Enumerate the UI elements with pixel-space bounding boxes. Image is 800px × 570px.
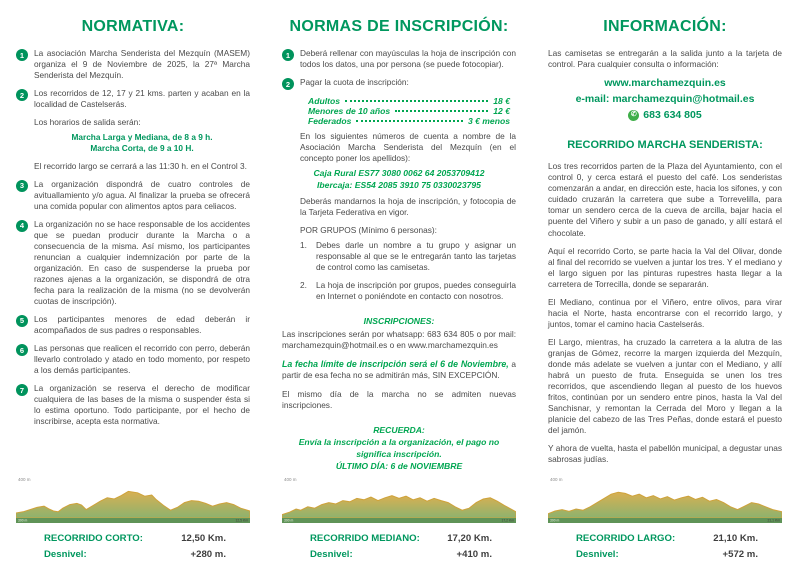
inscripcion-item-2 [282,77,516,90]
grupos-item-1 [300,240,516,273]
grupos-item-1-text: Debes darle un nombre a tu grupo y asignar un responsable al que se le entregarán tanto las tarjetas de control como las camisetas. [316,240,516,273]
footer-largo [548,477,782,562]
stats-largo [548,525,782,562]
elevation-chart-largo [548,477,782,525]
schedule-line-2: Marcha Corta, de 9 a 10 H. [90,143,194,154]
elevation-profile-mediano-svg [282,485,516,525]
number-badge-1: 1 [282,49,294,61]
recorrido-paragraph-5: Y ahora de vuelta, hasta el pabellón municipal, a degustar unas sabrosas judías. [548,443,782,465]
accounts-intro: En los siguientes números de cuenta a nombre de la Asociación Marcha Senderista del Mezquín (en el concepto poner los apellidos): [300,131,516,164]
grupos-item-2 [300,280,516,302]
fee-value: 18 € [493,96,510,107]
recuerda-title: RECUERDA: [373,425,425,436]
dotted-leader [345,100,488,102]
normativa-item-2 [16,88,250,110]
stats-corto [16,525,250,562]
normativa-item-1-text: La asociación Marcha Senderista del Mezquín (MASEM) organiza el 9 de Noviembre de 2025, la 27ª Marcha Senderista del Mezquín. [34,48,250,81]
route-value: 17,20 Km. [447,533,492,545]
inscripcion-item-1-text: Deberá rellenar con mayúsculas la hoja de inscripción con todos los datos, una por persona (se puede fotocopiar). [300,48,516,70]
normativa-item-5 [16,314,250,336]
fecha-limite [282,359,516,382]
number-badge-1: 1 [16,49,28,61]
normativa-item-2-text: Los recorridos de 12, 17 y 21 kms. parten y acaban en la localidad de Castelserás. [34,88,250,110]
inscripciones-text: Las inscripciones serán por whatsapp: 683 634 805 o por mail: marchamezquin@hotmail.es o en www.marchamezquin.es [282,328,516,350]
number-badge-4: 4 [16,220,28,232]
grupos-header: POR GRUPOS (Mínimo 6 personas): [300,225,437,236]
inscripcion-title: NORMAS DE INSCRIPCIÓN: [289,18,509,35]
normativa-item-3-text: La organización dispondrá de cuatro controles de avituallamiento y/o agua. Al finalizar la prueba se ofrecerá una comida popular con alimentos aptos para celiacos. [34,178,250,211]
normativa-item-5-text: Los participantes menores de edad deberán ir acompañados de sus padres o responsables. [34,313,250,335]
elevation-chart-corto [16,477,250,525]
federativa-note: Deberás mandarnos la hoja de inscripción, y fotocopia de la Tarjeta Federativa en vigor. [300,196,516,218]
svg-text:12,5 Km: 12,5 Km [235,518,249,524]
stats-mediano [282,525,516,562]
schedule-intro: Los horarios de salida serán: [34,117,141,128]
svg-text:21,1 Km: 21,1 Km [767,518,781,524]
recorrido-paragraph-4: El Largo, mientras, ha cruzado la carretera a la alutra de las granjas de Gómez, recorre la margen izquierda del Mezquín, donde más adelate se vuelven a juntar con el Mediano, y allí habrá un puesto de fruta. Enseguida se unen los tres recorridos, que ascendiendo llegan al puesto de los huevos fritos, continúan por un sendero entre pinos, hasta la Val del Sanchisnar, y remontan la Cerrada del Moro y llegan a la planicie del cabezo de las Tres Peñas, donde estará el puesto del jamón. [548,336,782,435]
svg-text:300 m: 300 m [17,518,28,524]
recuerda-deadline: ÚLTIMO DÍA: 6 de NOVIEMBRE [335,461,463,472]
schedule-note: El recorrido largo se cerrará a las 11:30 h. en el Control 3. [34,160,247,171]
recorrido-paragraph-3: El Mediano, continua por el Viñero, entre olivos, para virar hacia el Norte, hasta encontrarse con el recorrido largo, y juntos, tomar el camino hacia Castelserás. [548,296,782,329]
phone-number: 683 634 805 [643,108,702,121]
fee-row-menores [308,106,510,116]
desnivel-value: +572 m. [722,548,758,560]
normativa-item-4 [16,219,250,307]
fecha-limite-rest: a partir de esa fecha no se admitirán más, SIN EXCEPCIÓN. [282,358,516,381]
stats-row-distance [576,531,758,546]
normativa-item-7-text: La organización se reserva el derecho de modificar cualquiera de las bases de la misma o suspender ésta si lo estima oportuno. Todo participante, por el hecho de inscribirse, acepta esta normativa. [34,383,250,427]
informacion-title: INFORMACIÓN: [603,18,727,35]
footer-corto [16,477,250,562]
schedule-block [34,117,250,171]
schedule-line-1: Marcha Larga y Mediana, de 8 a 9 h. [71,132,213,143]
normativa-item-4-text: La organización no se hace responsable de los accidentes que se puedan producir durante la Marcha o a consecuencia de la misma. Así mismo, los participantes renuncian a cualquier indemnización por parte de la organización. En caso de suspenderse la prueba por razones ajenas a la organización, se dispondrá de otra fecha para la realización de la misma (no se devolverán cuotas de inscripción). [34,218,250,306]
bank-account-caja-rural: Caja Rural ES77 3080 0062 64 2053709412 [313,168,485,179]
fees-table [308,96,510,126]
dotted-leader [356,120,462,122]
normativa-item-1 [16,48,250,81]
elevation-profile-largo-svg [548,485,782,525]
route-label: RECORRIDO CORTO: [44,533,143,545]
fee-value: 12 € [493,106,510,117]
fecha-limite-green: La fecha límite de inscripción será el 6 de Noviembre, [282,358,509,369]
stats-row-distance [44,531,226,546]
number-badge-5: 5 [16,315,28,327]
elevation-top-label: 400 m [550,477,563,483]
recorrido-section-title: RECORRIDO MARCHA SENDERISTA: [567,139,763,152]
normativa-item-6 [16,343,250,376]
desnivel-label: Desnivel: [310,548,353,560]
fee-label: Federados [308,116,352,127]
recorrido-paragraph-1: Los tres recorridos parten de la Plaza del Ayuntamiento, con el control 0, y cerca estará el puesto del café. Los senderistas comenzarán a andar, en dirección este, hacia los sifones, y con cuidado cruzarán la carretera que sube a Torrevelilla, para tomar un sendero cerca de la cueva de arcilla, bajar hacia el puente del Viñero y subir a un paso de ganado, y allí estará el chocolate. [548,161,782,238]
email-text: e-mail: marchamezquin@hotmail.es [575,92,755,105]
route-value: 12,50 Km. [181,533,226,545]
desnivel-value: +280 m. [190,548,226,560]
route-label: RECORRIDO LARGO: [576,533,676,545]
panel-informacion [532,0,798,570]
inscripcion-item-1 [282,48,516,70]
website-text: www.marchamezquin.es [604,77,726,90]
recuerda-block [282,424,516,472]
desnivel-label: Desnivel: [44,548,87,560]
fee-value: 3 € menos [467,116,510,127]
list-number: 1. [300,240,307,251]
fee-row-adultos [308,96,510,106]
inscripciones-header: INSCRIPCIONES: [363,316,435,327]
number-badge-2: 2 [282,78,294,90]
fee-row-federados [308,116,510,126]
schedule-times [34,132,250,154]
route-value: 21,10 Km. [713,533,758,545]
inscripcion-item-2-text: Pagar la cuota de inscripción: [300,77,409,88]
panel-normativa [0,0,266,570]
stats-row-desnivel [576,547,758,562]
elevation-top-label: 400 m [18,477,31,483]
normativa-item-7 [16,383,250,427]
phone-row [548,108,782,124]
number-badge-7: 7 [16,384,28,396]
normativa-item-3 [16,179,250,212]
number-badge-6: 6 [16,344,28,356]
contact-block [548,76,782,123]
grupos-list [300,240,516,309]
stats-row-desnivel [44,547,226,562]
number-badge-3: 3 [16,180,28,192]
panel-inscripcion [266,0,532,570]
stats-row-distance [310,531,492,546]
svg-text:300 m: 300 m [283,518,294,524]
stats-row-desnivel [310,547,492,562]
elevation-top-label: 400 m [284,477,297,483]
svg-text:300 m: 300 m [549,518,560,524]
bank-account-ibercaja: Ibercaja: ES54 2085 3910 75 0330023795 [317,180,481,191]
desnivel-value: +410 m. [456,548,492,560]
footer-mediano [282,477,516,562]
desnivel-label: Desnivel: [576,548,619,560]
fee-label: Menores de 10 años [308,106,391,117]
normativa-title: NORMATIVA: [81,18,185,35]
svg-text:17,2 Km: 17,2 Km [501,518,515,524]
informacion-intro: Las camisetas se entregarán a la salida junto a la tarjeta de control. Para cualquier consulta o información: [548,48,782,70]
fee-label: Adultos [308,96,340,107]
recuerda-text: Envía la inscripción a la organización, el pago no significa inscripción. [298,437,500,460]
recorrido-paragraph-2: Aquí el recorrido Corto, se parte hacia la Val del Olivar, donde al final del recorrido se vuelven a juntar los tres. Y el mediano y el largo siguen por las pinturas rupestres hasta llegar a la carretera de Torrecilla, donde se separarán. [548,245,782,289]
list-number: 2. [300,280,307,291]
mismo-dia-note: El mismo día de la marcha no se admiten nuevas inscripciones. [282,389,516,411]
dotted-leader [395,110,488,112]
elevation-profile-corto-svg [16,485,250,525]
whatsapp-phone-icon: ✆ [628,110,639,121]
elevation-chart-mediano [282,477,516,525]
number-badge-2: 2 [16,89,28,101]
normativa-item-6-text: Las personas que realicen el recorrido con perro, deberán llevarlo controlado y atado en todo momento, por respeto a los demás participantes. [34,343,250,376]
grupos-item-2-text: La hoja de inscripción por grupos, puedes conseguirla en Internet o poniéndote en contacto con nosotros. [316,280,516,302]
route-label: RECORRIDO MEDIANO: [310,533,420,545]
